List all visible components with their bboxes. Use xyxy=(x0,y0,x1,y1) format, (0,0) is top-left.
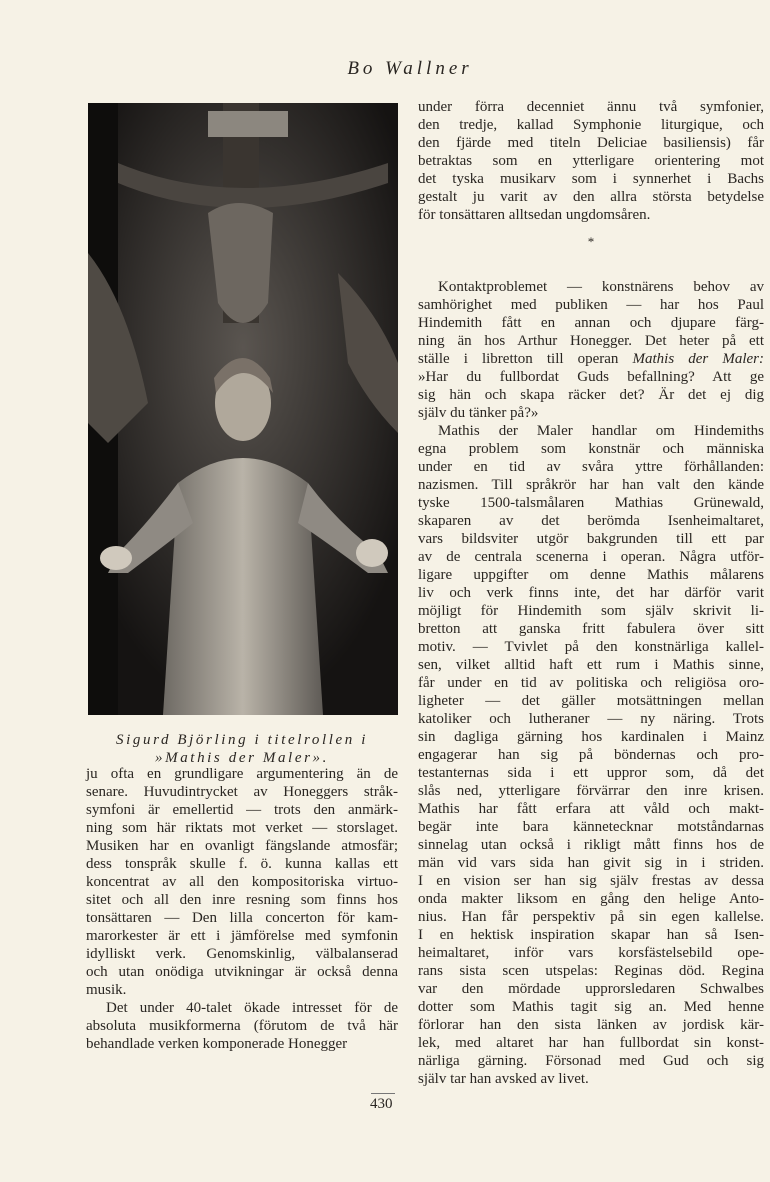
text-line: under en tid av svåra yttre förhållanden: xyxy=(418,459,764,475)
text-line: rans sista scen utspelas: Reginas död. Regina xyxy=(418,963,764,979)
text-line: musik. xyxy=(86,982,127,998)
left-column-body xyxy=(86,765,398,1053)
robe xyxy=(163,458,323,715)
text-line: den fjärde med titeln Deliciae basiliensis) får xyxy=(418,135,764,151)
text-line: skaparen av det berömda Isenheimaltaret, xyxy=(418,513,764,529)
right-column-top xyxy=(418,98,764,224)
text-line: själv du tänker på?» xyxy=(418,405,539,421)
text-line: liv och verk finns inte, det har därför varit xyxy=(418,585,764,601)
text-line: Mathis har fått erfara att våld och makt- xyxy=(418,801,764,817)
text-line: Hindemith fått en annan och djupare färg- xyxy=(418,315,764,331)
text-line: ligare uppgifter om denne Mathis målarens xyxy=(418,567,764,583)
page-number-rule xyxy=(371,1093,395,1094)
text-line: dotter som Mathis tagit sig an. Med henne xyxy=(418,999,764,1015)
text-line: Musiken har en ovanligt fängslande atmosfär; xyxy=(86,838,398,854)
text-line: begär inte bara kännetecknar motståndarnas xyxy=(418,819,764,835)
production-photo xyxy=(88,103,398,715)
text-line: »Har du fullbordat Guds befallning? Att ge xyxy=(418,369,764,385)
text-line: nius. Han får perspektiv på sin egen kallelse. xyxy=(418,909,764,925)
photo-caption xyxy=(86,731,398,767)
text-line: symfoni är emellertid — trots den anmärk- xyxy=(86,802,398,818)
text-line: sitet och all den inre resning som finns hos xyxy=(86,892,398,908)
text-line: ning än hos Arthur Honegger. Det heter på ett xyxy=(418,333,764,349)
text-line: behandlade verken komponerade Honegger xyxy=(86,1036,348,1052)
text-line: engagerar han sig på böndernas och pro- xyxy=(418,747,764,763)
text-line: Kontaktproblemet — konstnärens behov av xyxy=(438,279,764,295)
text-line: män vid vars sida han givit sig in i striden. xyxy=(418,855,764,871)
caption-line: Sigurd Björling i titelrollen i xyxy=(116,732,368,748)
text-line: var den mördade upprorsledaren Schwalbes xyxy=(418,981,764,997)
text-line: själv tar han avsked av livet. xyxy=(418,1071,589,1087)
text-line: Mathis der Maler handlar om Hindemiths xyxy=(438,423,764,439)
text-line: tyske 1500-talsmålaren Mathias Grünewald, xyxy=(418,495,764,511)
text-line: den tredje, kallad Symphonie liturgique, och xyxy=(418,117,764,133)
text-line: I en hektisk inspiration skapar han så Isen- xyxy=(418,927,764,943)
text-line: motiv. — Tvivlet på den konstnärliga kallel- xyxy=(418,639,764,655)
text-line: sin dagliga gärning hos kardinalen i Mainz xyxy=(418,729,764,745)
text-line: får under en tid av politiska och religiösa oro- xyxy=(418,675,764,691)
text-line: egna problem som konstnär och människa xyxy=(418,441,764,457)
text-line: I en vision ser han sig själv frestas av dessa xyxy=(418,873,764,889)
text-line: sen, vilket alltid haft ett rum i Mathis sinne, xyxy=(418,657,764,673)
text-line: ligheter — det gäller motsättningen mellan xyxy=(418,693,764,709)
text-line: nazismen. Till språkrör har han valt den kände xyxy=(418,477,764,493)
text-line: närliga gärning. Försonad med Gud och sig xyxy=(418,1053,764,1069)
text-line: lek, med altaret har han fullbordat sin konst- xyxy=(418,1035,764,1051)
cross-sign xyxy=(208,111,288,137)
text-line: slås ned, ytterligare förvärrar den inre krisen. xyxy=(418,783,764,799)
text-line: sig hän och skapa räcker det? Är det ej dig xyxy=(418,387,764,403)
text-line: katoliker och lutheraner — ny näring. Trots xyxy=(418,711,764,727)
text-line: förlorar han den sista länken av jordisk kär- xyxy=(418,1017,764,1033)
text-line: samhörighet med publiken — har hos Paul xyxy=(418,297,764,313)
section-separator: * xyxy=(587,234,595,249)
text-line: dess tonspråk skulle f. ö. kunna kallas ett xyxy=(86,856,398,872)
caption-line: »Mathis der Maler». xyxy=(155,750,329,766)
text-line: för tonsättaren alltsedan ungdomsåren. xyxy=(418,207,651,223)
text-line: ju ofta en grundligare argumentering än de xyxy=(86,766,398,782)
text-line: och utan onödiga utvikningar är också denna xyxy=(86,964,398,980)
photo-image xyxy=(88,103,398,715)
text-line: marorkester är ett i jämförelse med symfonin xyxy=(86,928,398,944)
text-line: tonsättaren — Den lilla concerton för kam- xyxy=(86,910,398,926)
text-line: ställe i libretton till operan Mathis der Maler: xyxy=(418,351,764,367)
page-number: 430 xyxy=(370,1096,393,1112)
text-line: Det under 40-talet ökade intresset för de xyxy=(106,1000,398,1016)
text-line: vars bildsviter utgör bakgrunden till ett par xyxy=(418,531,764,547)
text-line: av de centrala scenerna i operan. Några utför- xyxy=(418,549,764,565)
text-line: onda makter liksom en gång den helige Anto- xyxy=(418,891,764,907)
text-line: koncentrat av all den kompositoriska virtuo- xyxy=(86,874,398,890)
text-line: ning som här riktats mot verket — storslaget. xyxy=(86,820,398,836)
text-line: senare. Huvudintrycket av Honeggers stråk- xyxy=(86,784,398,800)
text-line: betraktas som en ytterligare orientering mot xyxy=(418,153,764,169)
text-line: testanternas sida i ett uppror som, då det xyxy=(418,765,764,781)
text-line: bretton att ganska fritt fabulera över sitt xyxy=(418,621,764,637)
text-line: under förra decenniet ännu två symfonier, xyxy=(418,99,764,115)
running-header: Bo Wallner xyxy=(347,58,473,79)
text-line: gestalt ju varit av den allra största betydelse xyxy=(418,189,764,205)
text-line: sinnelag utan också i rikligt mått finns hos de xyxy=(418,837,764,853)
right-column-body xyxy=(418,278,764,1088)
text-line: absoluta musikformerna (förutom de två här xyxy=(86,1018,398,1034)
text-line: det tyska musikarv som i synnerhet i Bachs xyxy=(418,171,764,187)
text-line: heimaltaret, inför vars korsfästelsebild ope- xyxy=(418,945,764,961)
text-line: möjligt för Hindemith som själv skrivit li- xyxy=(418,603,764,619)
text-line: idylliskt verk. Genomskinlig, välbalanserad xyxy=(86,946,398,962)
